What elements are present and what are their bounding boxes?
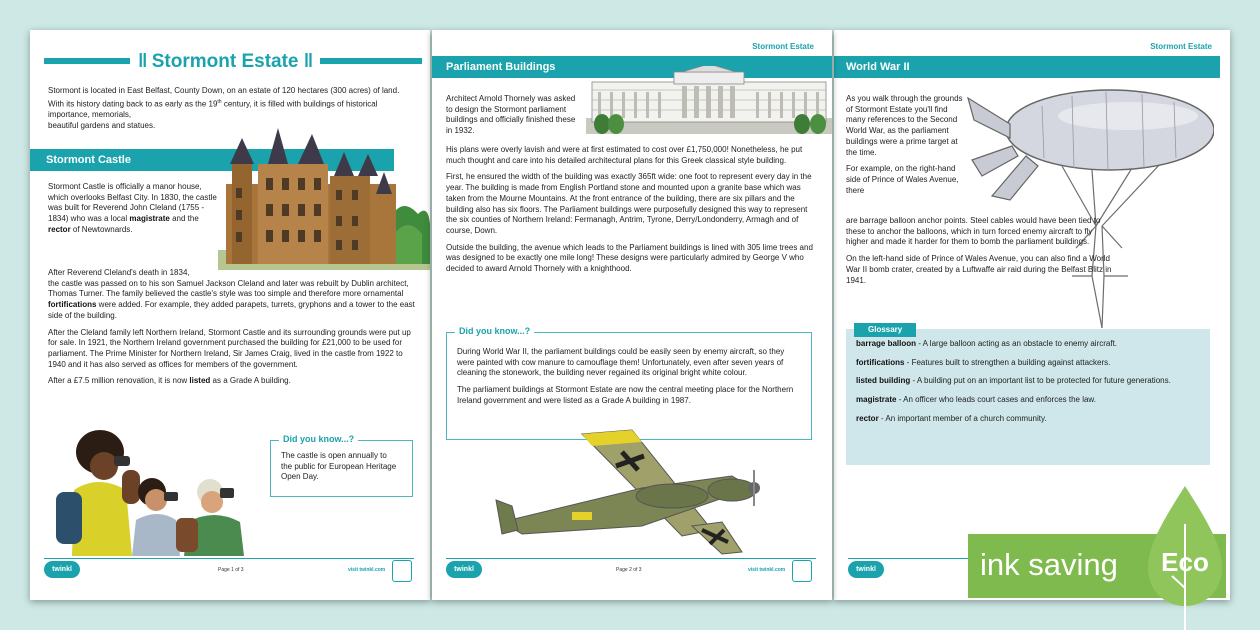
twinkl-logo: twinkl: [44, 561, 80, 578]
running-head: Stormont Estate: [1150, 42, 1212, 51]
badge-icon: [392, 560, 412, 582]
warplane-illustration: [492, 426, 782, 556]
did-you-know-title: Did you know...?: [455, 326, 534, 336]
glossary-term: listed building: [856, 376, 911, 386]
glossary-definition: - Features built to strengthen a building against attackers.: [904, 357, 1111, 367]
ink-saving-label: ink saving: [980, 547, 1118, 582]
page-2: [432, 30, 832, 600]
did-you-know-box: [446, 326, 812, 440]
glossary-entry: [856, 358, 1176, 369]
did-you-know-box: [270, 434, 413, 497]
glossary-term: magistrate: [856, 395, 897, 405]
parliament-heading: Parliament Buildings: [432, 56, 832, 78]
parliament-intro: Architect Arnold Thornely was asked to design the Stormont parliament buildings and officially finished these in 1932.: [446, 94, 576, 136]
footer-line: [446, 558, 816, 559]
page-title: ‖ Stormont Estate ‖: [130, 50, 320, 74]
glossary-term: barrage balloon: [856, 339, 917, 348]
intro-text: Stormont is located in East Belfast, County Down, on an estate of 120 hectares (300 acres) of land. With its history dating back to as early as the 19th century, it is filled with buildings of historical importance, memorials, beautiful gardens and statues.: [48, 86, 400, 130]
glossary-term: rector: [856, 413, 879, 423]
glossary-entry: [856, 376, 1176, 387]
castle-illustration: [218, 124, 430, 270]
running-head: Stormont Estate: [752, 42, 814, 51]
page-number: Page 1 of 3: [218, 567, 244, 573]
glossary-entry: [856, 395, 1176, 406]
ww2-text-2: are barrage balloon anchor points. Steel cables would have been tied to these to anchor the balloons, which in turn forced enemy aircraft to fly higher and made it harder for them to bomb the parliament buildings. On the left-hand side of Prince of Wales Avenue, you can also find a World War II bomb crater, created by a Luftwaffe air raid during the Belfast Blitz in 1941.: [846, 216, 1112, 285]
castle-text-1: Stormont Castle is officially a manor house, which overlooks Belfast City. In 1830, the castle was built for Reverend John Cleland (1755 - 1834) who was a local magistrate and the rector of Newtownards.: [48, 182, 217, 234]
ww2-text-1: As you walk through the grounds of Stormont Estate you'll find many references to the Second World War, as the parliament buildings were a prime target at the time. For example, on the right-hand side of Prince of Wales Avenue, there: [846, 94, 963, 195]
title-bar-left: [44, 58, 132, 64]
twinkl-logo: twinkl: [848, 561, 884, 578]
eco-leaf-icon: [1146, 484, 1224, 630]
parliament-building-illustration: [586, 66, 832, 134]
footer-line: [44, 558, 414, 559]
castle-heading: Stormont Castle: [30, 149, 394, 171]
page-1: [30, 30, 430, 600]
castle-text-2: After Reverend Cleland's death in 1834, the castle was passed on to his son Samuel Jackson Cleland and later was rebuilt by Dublin architect, Thomas Turner. The family believed the castle's style was too simple and therefore more ornamental fortifications were added. For example, they added parapets, turrets, gryphons and a tower to the east side of the building. After the Cleland family left Northern Ireland, Stormont Castle and its surrounding grounds were put up for sale. In 1921, the Northern Ireland government purchased the building for £21,000 to be used for parliament. The Prime Minister for Northern Ireland, Sir James Craig, lived in the castle from 1922 to 1940 and it has also served as offices for members of the government. After a £7.5 million renovation, it is now listed as a Grade A building.: [48, 268, 415, 386]
twinkl-logo: twinkl: [446, 561, 482, 578]
glossary-term: fortifications: [856, 357, 905, 367]
visit-link[interactable]: visit twinkl.com: [748, 567, 786, 573]
did-you-know-text: The castle is open annually to the public for European Heritage Open Day.: [281, 451, 397, 482]
glossary-entry: [856, 339, 1176, 350]
children-binoculars-illustration: [52, 422, 252, 556]
glossary-box: [846, 325, 1210, 465]
visit-link[interactable]: visit twinkl.com: [348, 567, 386, 573]
glossary-title: Glossary: [854, 323, 916, 337]
ww2-heading: World War II: [834, 56, 1220, 78]
badge-icon: [792, 560, 812, 582]
did-you-know-text: During World War II, the parliament buildings could be easily seen by enemy aircraft, so they were painted with cow manure to camouflage them! Unfortunately, even after seven years of cleaning the stonework, the building never regained its original bright white colour. The parliament buildings at Stormont Estate are now the central meeting place for the Northern Ireland government and were listed as a Grade A building in 1987.: [457, 347, 794, 405]
page-number: Page 2 of 3: [616, 567, 642, 573]
did-you-know-title: Did you know...?: [279, 434, 358, 444]
glossary-definition: - An officer who leads court cases and enforces the law.: [896, 395, 1096, 405]
glossary-list: [856, 339, 1176, 433]
glossary-definition: - An important member of a church community.: [878, 413, 1047, 423]
glossary-definition: - A building put on an important list to be protected for future generations.: [910, 376, 1171, 386]
eco-label: Eco: [1161, 547, 1209, 577]
glossary-entry: [856, 414, 1176, 425]
glossary-definition: - A large balloon acting as an obstacle to enemy aircraft.: [916, 339, 1118, 348]
parliament-text: His plans were overly lavish and were at first estimated to cost over £1,750,000! Nonetheless, he put much thought and care into his detailed architectural plans for this Greek classical style building. First, he ensured the width of the building was exactly 365ft wide: one foot to represent every day in the year. The building is made from English Portland stone and mounted upon a granite base which was taken from the Mourne Mountains. At the front entrance of the building, there are six pillars and the building also has six floors. The Parliament buildings were purposefully designed this way to represent the six counties of Northern Ireland: Fermanagh, Antrim, Tyrone, Derry/Londonderry, Armagh and of course, Down. Outside the building, the avenue which leads to the Parliament buildings is lined with 305 lime trees and was designed to be exactly one mile long! These designs were particularly admired by George V who decided to award Arnold Thornely with a knighthood.: [446, 145, 813, 274]
